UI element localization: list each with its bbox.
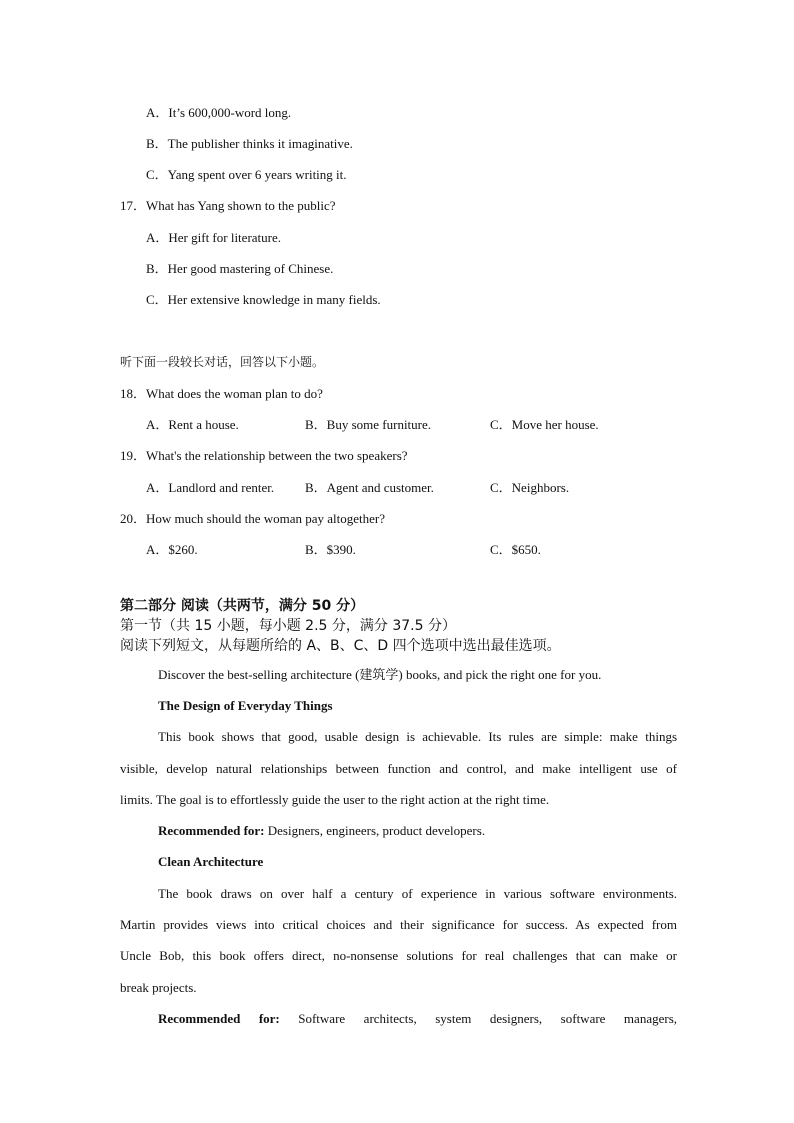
q19-option-c: C．Neighbors.	[490, 480, 570, 495]
reading-instruction: 阅读下列短文，从每题所给的 A、B、C、D 四个选项中选出最佳选项。	[120, 638, 561, 654]
book2-line-3: Uncle Bob, this book offers direct, no-nonsense solutions for real challenges that can make or	[120, 948, 677, 963]
q17-option-c: C．Her extensive knowledge in many fields.	[146, 292, 381, 307]
book1-title: The Design of Everyday Things	[158, 698, 333, 713]
book2-rec-text: Software architects, system designers, software managers,	[279, 1011, 677, 1026]
book2-title: Clean Architecture	[158, 854, 264, 869]
book2-recommended	[158, 1011, 677, 1027]
q17-option-b: B．Her good mastering of Chinese.	[146, 261, 334, 276]
book2-line-4: break projects.	[120, 980, 197, 995]
dialogue-instruction: 听下面一段较长对话，回答以下小题。	[120, 355, 325, 369]
q18-option-a: A．Rent a house.	[146, 417, 239, 432]
q16-option-a: A．It’s 600,000-word long.	[146, 105, 292, 120]
q19-option-a: A．Landlord and renter.	[146, 480, 275, 495]
q18-option-b: B．Buy some furniture.	[305, 417, 432, 432]
book1-line-2: visible, develop natural relationships between function and control, and make intelligent use of	[120, 761, 677, 776]
book2-line-2: Martin provides views into critical choices and their significance for success. As expected from	[120, 917, 677, 932]
q17-option-a: A．Her gift for literature.	[146, 230, 282, 245]
book1-line-3: limits. The goal is to effortlessly guide the user to the right action at the right time.	[120, 792, 550, 807]
book1-rec-label: Recommended for:	[158, 823, 265, 838]
q19-option-b: B．Agent and customer.	[305, 480, 434, 495]
book1-line-1: This book shows that good, usable design is achievable. Its rules are simple: make things	[158, 729, 677, 744]
q20-option-a: A．$260.	[146, 542, 198, 557]
book2-line-1: The book draws on over half a century of experience in various software environments.	[158, 886, 677, 901]
book1-rec-text: Designers, engineers, product developers.	[264, 823, 486, 838]
q18-option-c: C．Move her house.	[490, 417, 599, 432]
book2-rec-label: Recommended for:	[158, 1011, 280, 1026]
passage-intro: Discover the best-selling architecture (建筑学) books, and pick the right one for you.	[158, 667, 602, 682]
q18-question: 18．What does the woman plan to do?	[120, 386, 323, 401]
q16-option-b: B．The publisher thinks it imaginative.	[146, 136, 353, 151]
q20-option-b: B．$390.	[305, 542, 356, 557]
section1-heading: 第一节（共 15 小题，每小题 2.5 分，满分 37.5 分）	[120, 618, 456, 634]
q19-question: 19．What's the relationship between the two speakers?	[120, 448, 408, 463]
part2-title: 第二部分 阅读（共两节，满分 50 分）	[120, 598, 365, 614]
q20-question: 20．How much should the woman pay altogether?	[120, 511, 385, 526]
book1-recommended	[158, 823, 485, 839]
q20-option-c: C．$650.	[490, 542, 541, 557]
q16-option-c: C．Yang spent over 6 years writing it.	[146, 167, 347, 182]
q17-question: 17．What has Yang shown to the public?	[120, 198, 336, 213]
